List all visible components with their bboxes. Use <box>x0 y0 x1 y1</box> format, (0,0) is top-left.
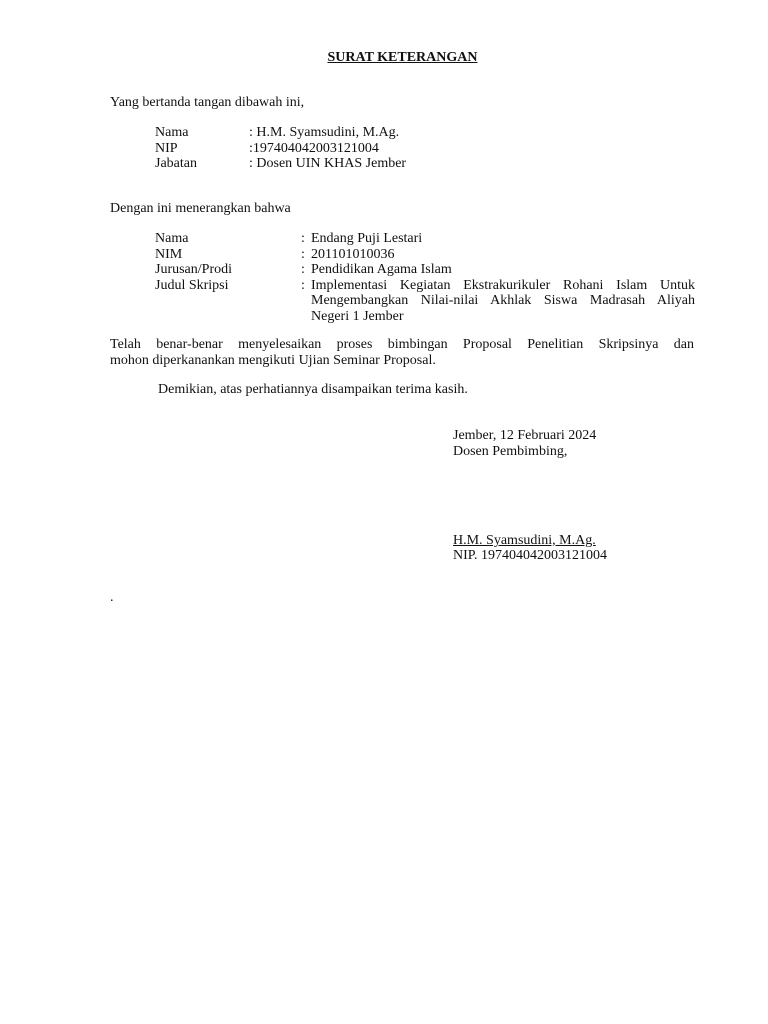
student-major-value: Pendidikan Agama Islam <box>311 262 452 277</box>
place-date: Jember, 12 Februari 2024 <box>453 428 597 443</box>
student-intro: Dengan ini menerangkan bahwa <box>110 201 291 216</box>
student-details <box>155 231 695 324</box>
student-nim-colon: : <box>301 246 305 262</box>
student-row-name <box>155 231 695 247</box>
signer-position-value: : Dosen UIN KHAS Jember <box>249 156 407 171</box>
trailing-mark: . <box>110 590 114 605</box>
signatory-name: H.M. Syamsudini, M.Ag. <box>453 533 596 548</box>
signatory-role: Dosen Pembimbing, <box>453 443 568 459</box>
signatory-nip: NIP. 197404042003121004 <box>453 548 608 563</box>
signer-nip-value: :197404042003121004 <box>249 140 379 156</box>
signer-row-nip <box>155 141 406 157</box>
student-row-thesis <box>155 278 695 325</box>
thesis-label: Judul Skripsi <box>155 277 229 293</box>
body-line: mohon diperkanankan mengikuti Ujian Seminar Proposal. <box>110 352 436 368</box>
student-name-colon: : <box>301 231 305 246</box>
body-line: Telah benar-benar menyelesaikan proses bimbingan Proposal Penelitian Skripsinya dan <box>110 337 694 352</box>
signature-block <box>453 428 596 459</box>
thesis-title-line: Implementasi Kegiatan Ekstrakurikuler Rohani Islam Untuk <box>311 277 695 293</box>
student-nim-value: 201101010036 <box>311 246 395 262</box>
student-name-label: Nama <box>155 231 189 246</box>
thesis-title-line: Negeri 1 Jember <box>311 308 404 324</box>
thesis-title <box>311 278 695 325</box>
thesis-title-line: Mengembangkan Nilai-nilai Akhlak Siswa Madrasah Aliyah <box>311 293 695 308</box>
thesis-colon: : <box>301 277 305 293</box>
student-nim-label: NIM <box>155 246 183 262</box>
body-paragraph <box>110 337 694 368</box>
signer-position-label: Jabatan <box>155 156 197 171</box>
student-name-value: Endang Puji Lestari <box>311 231 423 246</box>
signer-row-position <box>155 156 406 172</box>
student-major-label: Jurusan/Prodi <box>155 262 232 277</box>
signer-name-label: Nama <box>155 125 189 140</box>
signer-nip-label: NIP <box>155 140 178 156</box>
signer-name-value: : H.M. Syamsudini, M.Ag. <box>249 125 400 140</box>
signer-intro: Yang bertanda tangan dibawah ini, <box>110 95 305 110</box>
signer-row-name <box>155 125 406 141</box>
student-row-nim <box>155 247 695 263</box>
closing-sentence: Demikian, atas perhatiannya disampaikan terima kasih. <box>158 382 468 397</box>
letter-title: SURAT KETERANGAN <box>327 50 478 65</box>
student-major-colon: : <box>301 262 305 277</box>
signer-details <box>155 125 406 172</box>
student-row-major <box>155 262 695 278</box>
